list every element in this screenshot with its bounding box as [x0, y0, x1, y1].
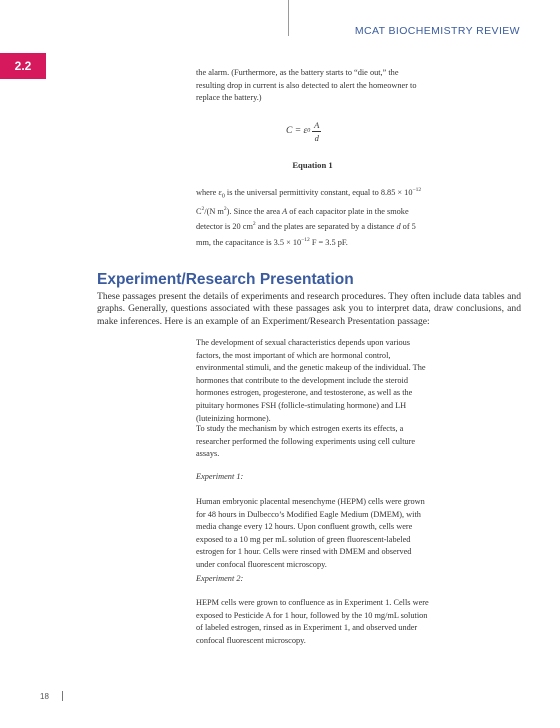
experiment-1-text: Human embryonic placental mesenchyme (HEPM) cells were grown for 48 hours in Dulbecco’s Modified Eagle Medium (DMEM), with media change every 12 hours. Upon confluent growth, cells were exposed to a 10 mg per mL solution of green fluorescent-labeled estrogen for 1 hour. Cells were rinsed with DMEM and observed under confocal fluorescent microscopy.	[196, 497, 425, 569]
footer-divider	[62, 691, 63, 701]
passage-paragraph-2: To study the mechanism by which estrogen exerts its effects, a researcher performed the following experiments using cell culture assays.	[196, 424, 416, 459]
equation-denominator: d	[314, 132, 319, 143]
fraction-bar	[312, 131, 321, 132]
running-head: MCAT BIOCHEMISTRY REVIEW	[354, 25, 520, 37]
top-paragraph: the alarm. (Furthermore, as the battery starts to “die out,” the resulting drop in current is also detected to alert the homeowner to replace the battery.)	[196, 68, 417, 103]
section-heading: Experiment/Research Presentation	[97, 271, 354, 288]
equation-caption: Equation 1	[292, 160, 333, 170]
equation-subscript: 0	[307, 128, 311, 135]
where-paragraph: where $\varepsilon_0$ is the universal permittivity constant, equal to $8.85 \times 10^{-12}$ $C^2/(N$ $m^2$). Since the area A of each capacitor plate in the smoke detector is 20 $cm^2$ and the plates are separated by a distance d of 5 mm, the capacitance is $3.5 \times 10^{-12}$ F = 3.5 pF.	[196, 187, 422, 247]
equation-fraction	[312, 120, 321, 143]
equation	[286, 120, 321, 143]
equation-numerator: A	[314, 120, 320, 130]
experiment-2-label: Experiment 2:	[196, 574, 244, 583]
experiment-1-label: Experiment 1:	[196, 472, 244, 481]
section-tab: 2.2	[0, 53, 46, 79]
experiment-2-text: HEPM cells were grown to confluence as in Experiment 1. Cells were exposed to Pesticide A for 1 hour, followed by the 10 mg/mL solution of labeled estrogen, rinsed as in Experiment 1, and observed under confocal fluorescent microscopy.	[196, 598, 429, 645]
section-intro: These passages present the details of experiments and research procedures. They often include data tables and graphs. Generally, questions associated with these passages ask you to interpret data, draw conclusions, and make inferences. Here is an example of an Experiment/Research Presentation passage:	[97, 291, 521, 327]
page-number: 18	[40, 692, 49, 701]
passage-paragraph-1: The development of sexual characteristics depends upon various factors, the most important of which are hormonal control, environmental stimuli, and the genetic makeup of the individual. The hormones that contribute to the development include the steroid hormones estrogen, progesterone, and testosterone, as well as the pituitary hormones FSH (follicle-stimulating hormone) and LH (luteinizing hormone).	[196, 338, 426, 423]
equation-lhs: C = ε	[286, 126, 308, 137]
top-divider	[288, 0, 289, 36]
